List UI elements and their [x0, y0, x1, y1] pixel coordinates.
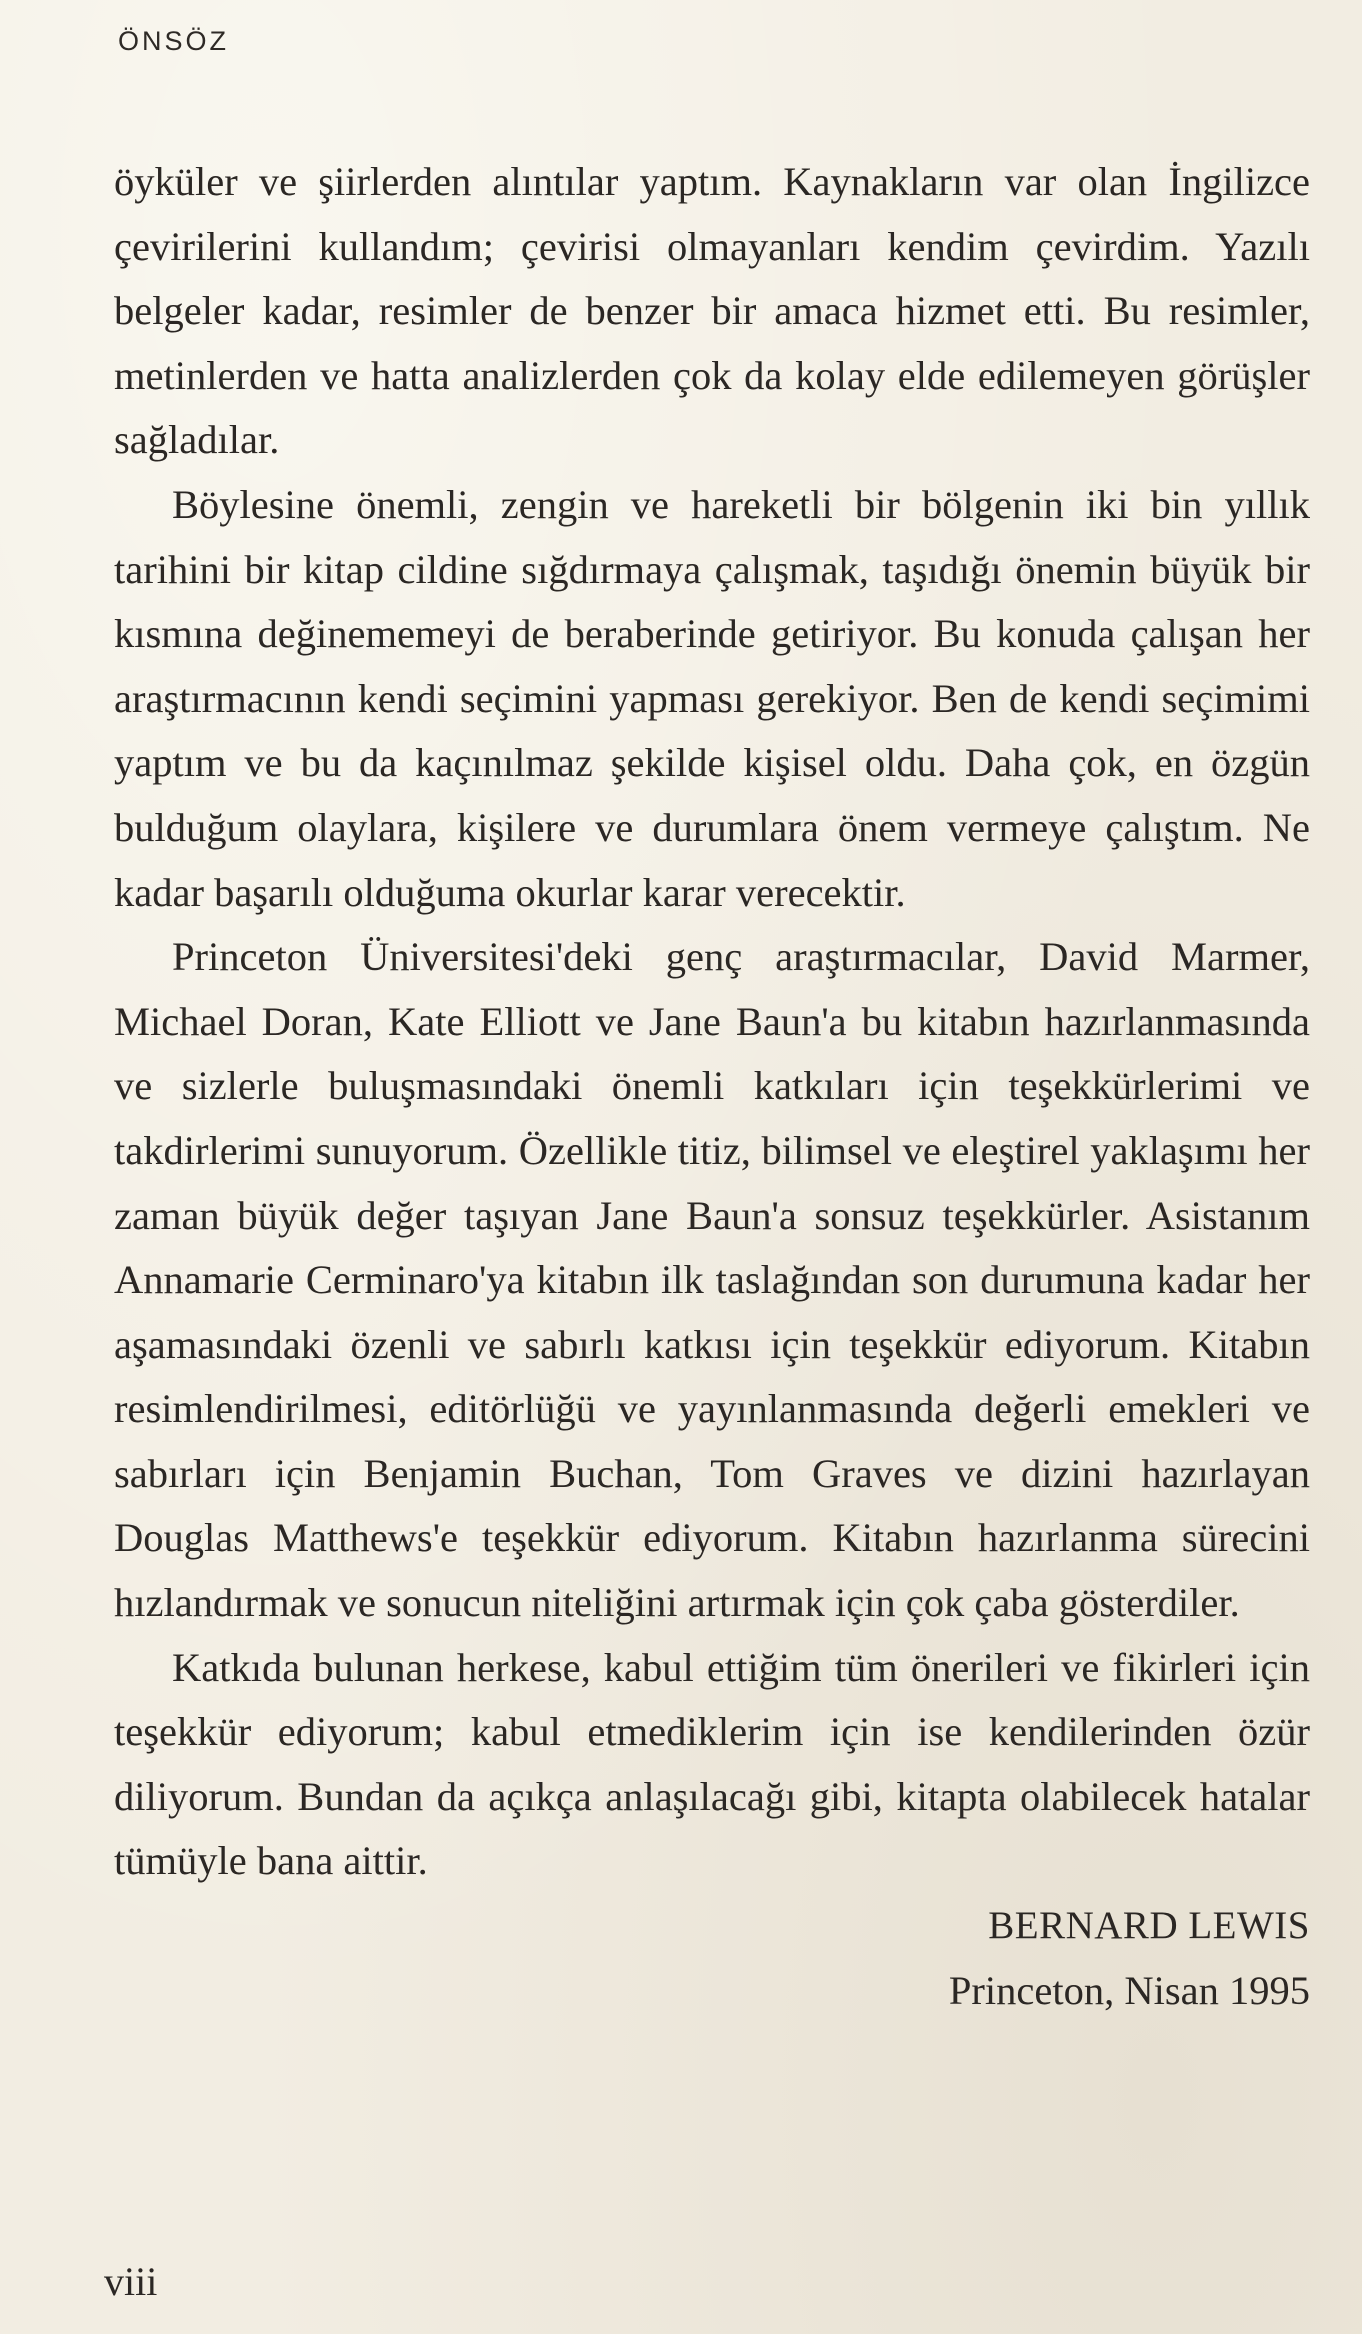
paragraph-1: öyküler ve şiirlerden alıntılar yaptım. Kaynakların var olan İngilizce çevirilerini kullandım; çevirisi olmayanları kendim çevirdim. Yazılı belgeler kadar, resimler de benzer bir amaca hizmet etti. Bu resimler, metinlerden ve hatta analizlerden çok da kolay elde edilemeyen görüşler sağladılar.	[114, 159, 1310, 463]
body-text	[114, 150, 1310, 2023]
running-header: ÖNSÖZ	[118, 26, 230, 56]
author-name: BERNARD LEWIS	[988, 1904, 1310, 1948]
signature-block	[114, 1894, 1310, 2023]
paragraph-4: Katkıda bulunan herkese, kabul ettiğim tüm önerileri ve fikirleri için teşekkür ediyorum; kabul etmediklerim için ise kendilerinden özür diliyorum. Bundan da açıkça anlaşılacağı gibi, kitapta olabilecek hatalar tümüyle bana aittir.	[114, 1644, 1310, 1884]
paragraph-2: Böylesine önemli, zengin ve hareketli bir bölgenin iki bin yıllık tarihini bir kitap cildine sığdırmaya çalışmak, taşıdığı önemin büyük bir kısmına değinememeyi de beraberinde getiriyor. Bu konuda çalışan her araştırmacının kendi seçimini yapması gerekiyor. Ben de kendi seçimimi yaptım ve bu da kaçınılmaz şekilde kişisel oldu. Daha çok, en özgün bulduğum olaylara, kişilere ve durumlara önem vermeye çalıştım. Ne kadar başarılı olduğuma okurlar karar verecektir.	[114, 481, 1310, 915]
place-and-date: Princeton, Nisan 1995	[948, 1967, 1310, 2013]
page-number: viii	[104, 2259, 158, 2304]
paragraph-3: Princeton Üniversitesi'deki genç araştırmacılar, David Marmer, Michael Doran, Kate Elliott ve Jane Baun'a bu kitabın hazırlanmasında ve sizlerle buluşmasındaki önemli katkıları için teşekkürlerimi ve takdirlerimi sunuyorum. Özellikle titiz, bilimsel ve eleştirel yaklaşımı her zaman büyük değer taşıyan Jane Baun'a sonsuz teşekkürler. Asistanım Annamarie Cerminaro'ya kitabın ilk taslağından son durumuna kadar her aşamasındaki özenli ve sabırlı katkısı için teşekkür ediyorum. Kitabın resimlendirilmesi, editörlüğü ve yayınlanmasında değerli emekleri ve sabırları için Benjamin Buchan, Tom Graves ve dizini hazırlayan Douglas Matthews'e teşekkür ediyorum. Kitabın hazırlanma sürecini hızlandırmak ve sonucun niteliğini artırmak için çok çaba gösterdiler.	[114, 934, 1310, 1626]
